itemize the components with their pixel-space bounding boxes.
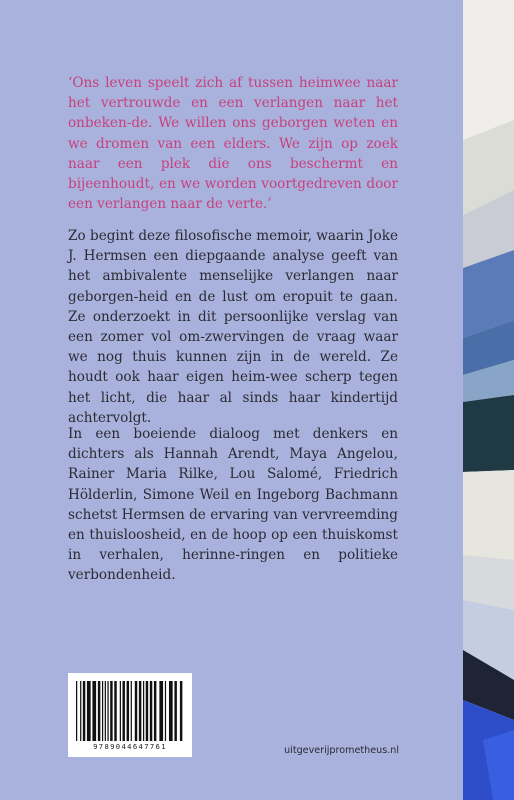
barcode-bar (150, 681, 152, 741)
barcode-bar (92, 681, 96, 741)
barcode (68, 673, 192, 757)
barcode-bar (143, 681, 144, 741)
barcode-bar (120, 681, 121, 741)
barcode-bar (76, 681, 77, 741)
barcode-bar (122, 681, 124, 741)
barcode-bar (135, 681, 137, 741)
barcode-bar (159, 681, 163, 741)
description-paragraph-1-text: Zo begint deze filosofische memoir, waarin Joke J. Hermsen een diepgaande analyse geeft van het ambivalente menselijke verlangen naar geborgen-heid en de lust om eropuit te gaan. Ze onderzoekt in dit persoonlijke verslag van een zomer vol om-zwervingen de vraag waar we nog thuis kunnen zijn in de wereld. Ze houdt ook haar eigen heim-wee scherp tegen het licht, die haar al sinds haar kindertijd achtervolgt. (68, 228, 398, 426)
barcode-bar (169, 681, 173, 741)
description-paragraph-2-text: In een boeiende dialoog met denkers en dichters als Hannah Arendt, Maya Angelou, Rainer Maria Rilke, Lou Salomé, Friedrich Hölderlin, Simone Weil en Ingeborg Bachmann schetst Hermsen de ervaring van vervreemding en thuisloosheid, en de hoop op een thuiskomst in verhalen, herinne-ringen en politieke verbondenheid. (68, 426, 398, 584)
opening-quote (68, 73, 398, 214)
barcode-bar (127, 681, 129, 741)
barcode-bar (174, 681, 176, 741)
barcode-bar (80, 681, 81, 741)
barcode-bar (110, 681, 112, 741)
barcode-bar (165, 681, 166, 741)
barcode-bar (87, 681, 91, 741)
barcode-bar (105, 681, 106, 741)
description-paragraph-2 (68, 424, 398, 586)
barcode-bars (76, 681, 184, 741)
barcode-bar (146, 681, 148, 741)
spine-artwork (463, 0, 514, 800)
barcode-bar (83, 681, 85, 741)
barcode-bar (102, 681, 103, 741)
isbn-number: 9789044647761 (93, 742, 167, 751)
abstract-painting (463, 0, 514, 800)
barcode-bar (139, 681, 141, 741)
barcode-bar (131, 681, 132, 741)
opening-quote-text: ‘Ons leven speelt zich af tussen heimwee naar het vertrouwde en een verlangen naar het onbeken-de. We willen ons geborgen weten en we dromen van een elders. We zijn op zoek naar een plek die ons beschermt en bijeenhoudt, en we worden voortgedreven door een verlangen naar de verte.’ (68, 75, 398, 213)
barcode-bar (180, 681, 182, 741)
barcode-bar (154, 681, 156, 741)
description-paragraph-1 (68, 226, 398, 428)
barcode-bar (98, 681, 100, 741)
barcode-bar (114, 681, 116, 741)
publisher-website: uitgeverijprometheus.nl (284, 745, 399, 756)
barcode-bar (107, 681, 108, 741)
